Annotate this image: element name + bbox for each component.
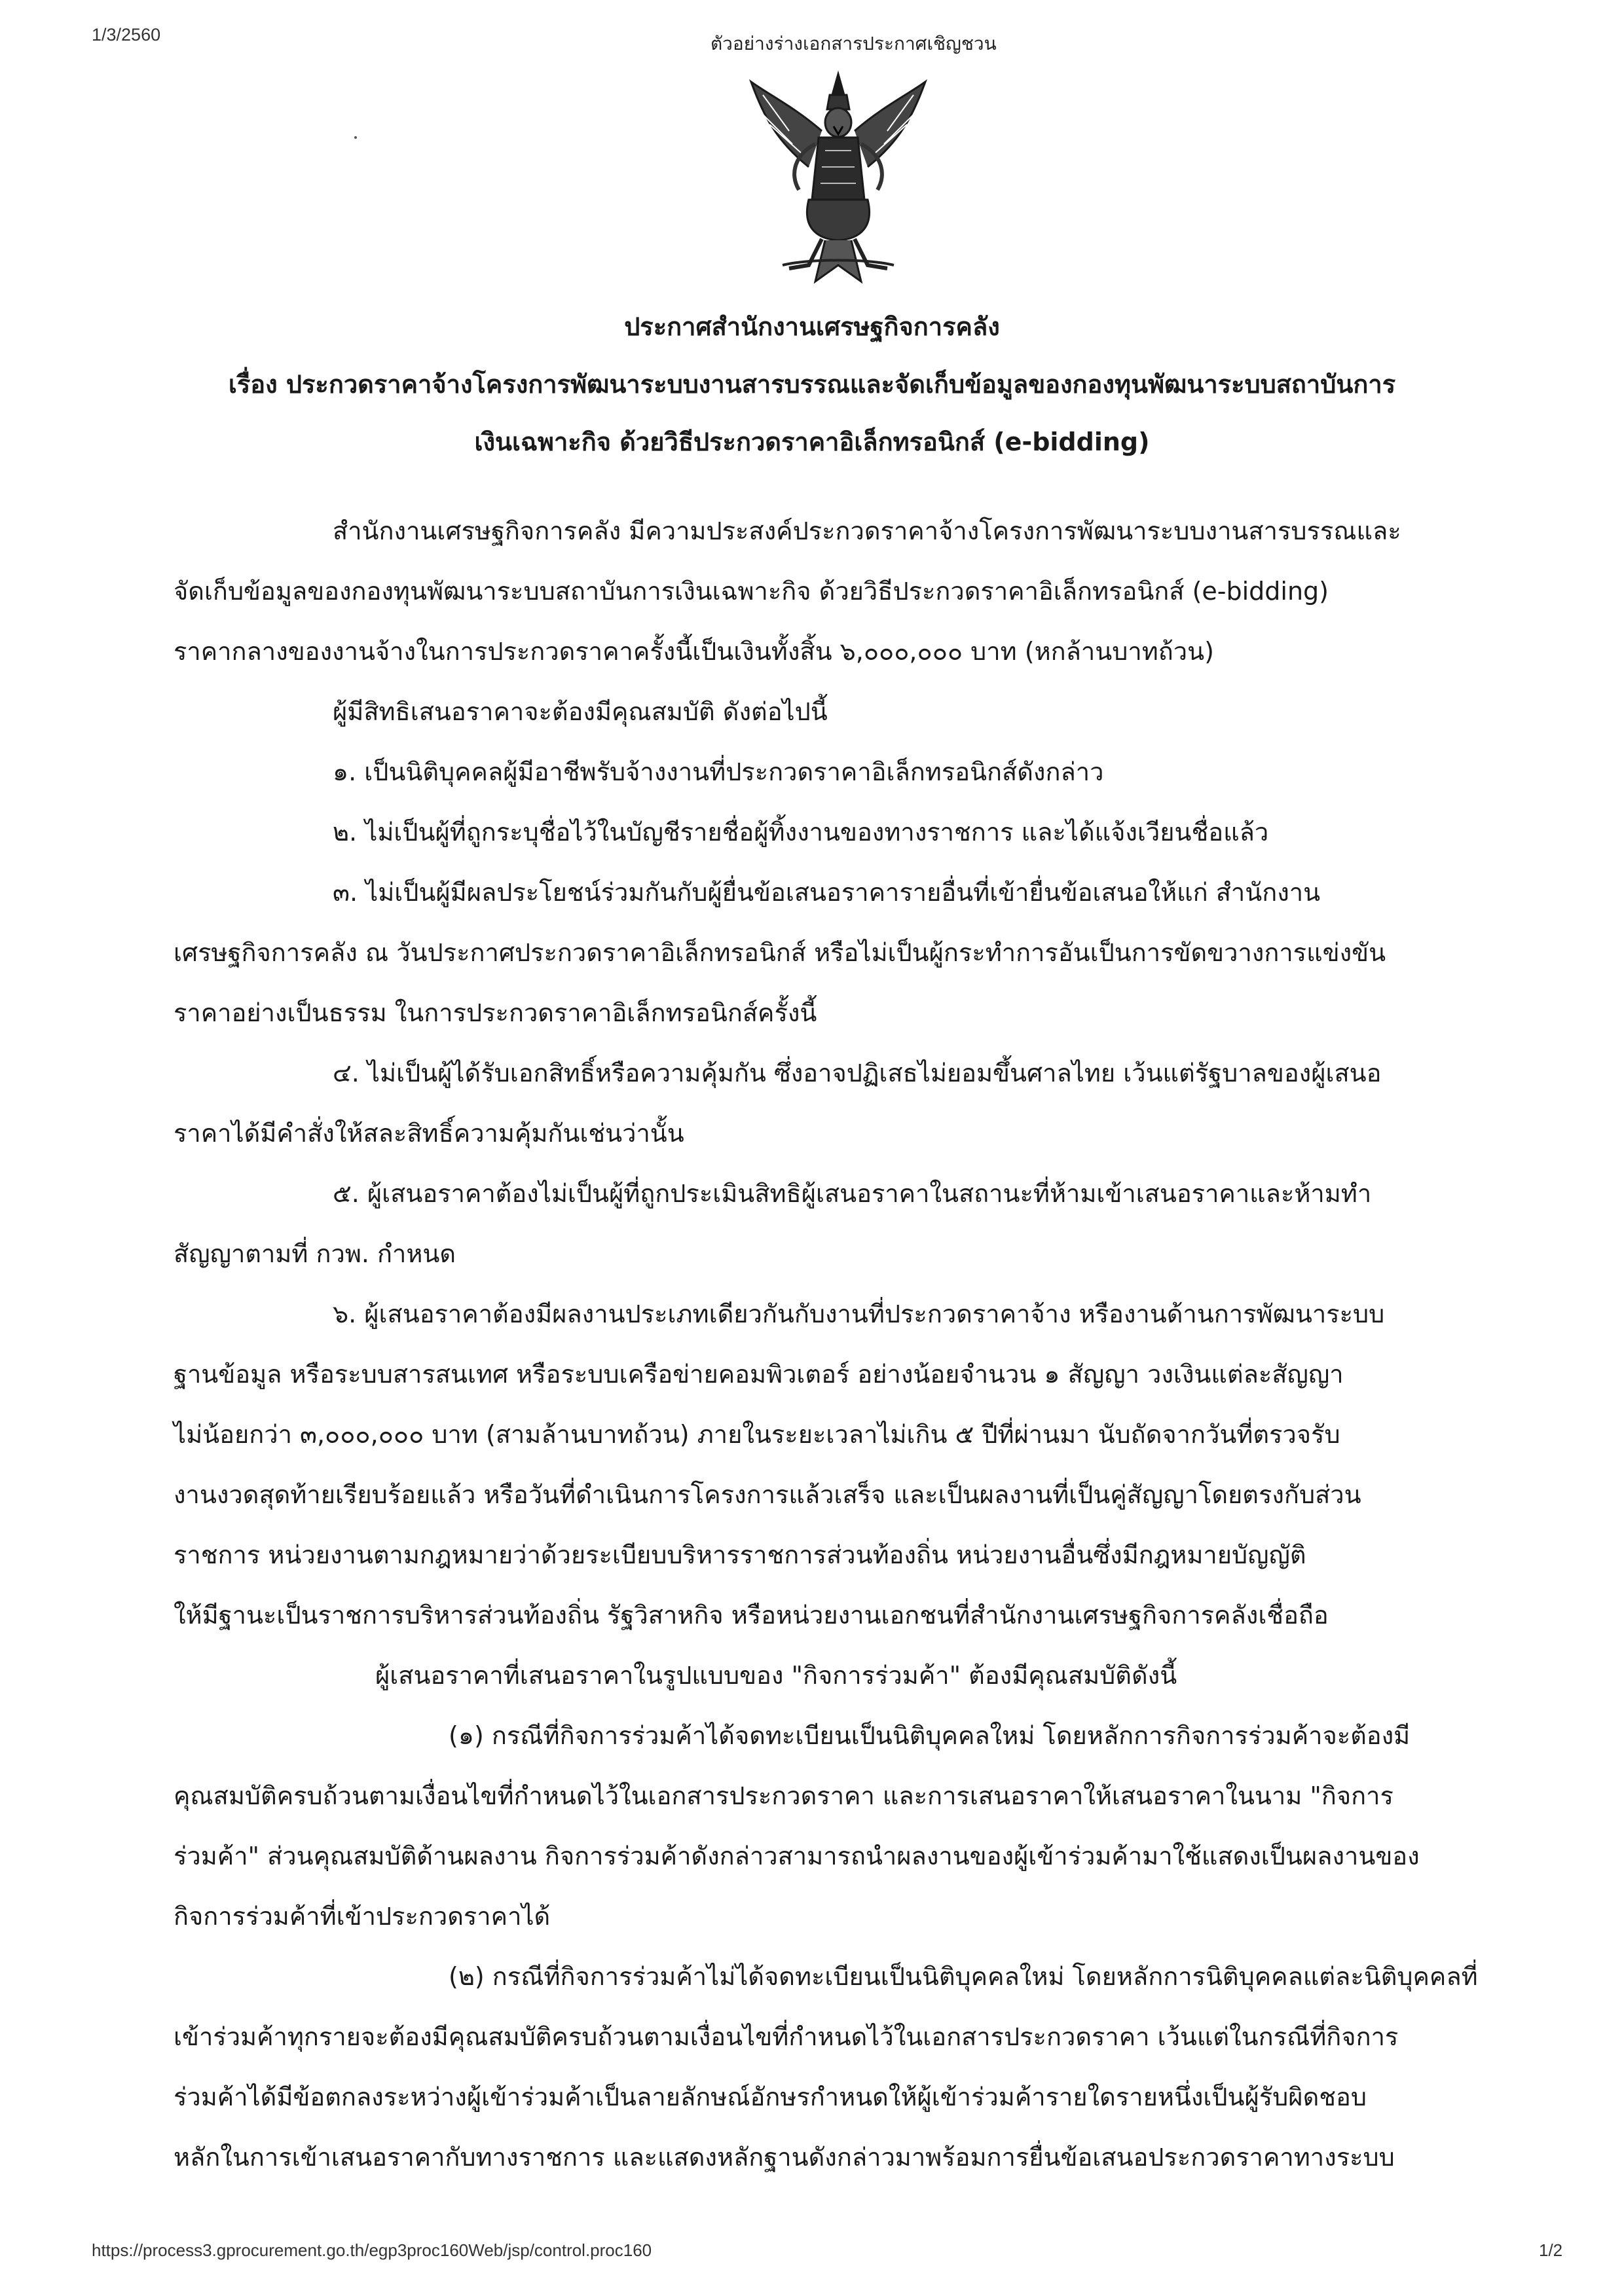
body-line: ราคากลางของงานจ้างในการประกวดราคาครั้งนี้เป็นเงินทั้งสิ้น ๖,๐๐๐,๐๐๐ บาท (หกล้านบาทถ้วน) xyxy=(174,637,1214,666)
body-line: งานงวดสุดท้ายเรียบร้อยแล้ว หรือวันที่ดำเนินการโครงการแล้วเสร็จ และเป็นผลงานที่เป็นคู่สัญญาโดยตรงกับส่วน xyxy=(174,1480,1361,1509)
body-line: กิจการร่วมค้าที่เข้าประกวดราคาได้ xyxy=(174,1902,551,1931)
body-line: เข้าร่วมค้าทุกรายจะต้องมีคุณสมบัติครบถ้วนตามเงื่อนไขที่กำหนดไว้ในเอกสารประกวดราคา เว้นแต่ในกรณีที่กิจการ xyxy=(174,2022,1399,2051)
body-line: ๕. ผู้เสนอราคาต้องไม่เป็นผู้ที่ถูกประเมินสิทธิผู้เสนอราคาในสถานะที่ห้ามเข้าเสนอราคาและห้ามทำ xyxy=(333,1179,1372,1208)
body-line: ไม่น้อยกว่า ๓,๐๐๐,๐๐๐ บาท (สามล้านบาทถ้วน) ภายในระยะเวลาไม่เกิน ๕ ปีที่ผ่านมา นับถัดจากวันที่ตรวจรับ xyxy=(174,1420,1340,1449)
body-line: หลักในการเข้าเสนอราคากับทางราชการ และแสดงหลักฐานดังกล่าวมาพร้อมการยื่นข้อเสนอประกวดราคาทางระบบ xyxy=(174,2143,1395,2172)
footer-url: https://process3.gprocurement.go.th/egp3proc160Web/jsp/control.proc160 xyxy=(92,2240,652,2260)
body-line: สำนักงานเศรษฐกิจการคลัง มีความประสงค์ประกวดราคาจ้างโครงการพัฒนาระบบงานสารบรรณและ xyxy=(333,517,1401,545)
body-line: สัญญาตามที่ กวพ. กำหนด xyxy=(174,1239,456,1268)
body-line: ๓. ไม่เป็นผู้มีผลประโยชน์ร่วมกันกับผู้ยื่นข้อเสนอราคารายอื่นที่เข้ายื่นข้อเสนอให้แก่ สำนักงาน xyxy=(333,878,1321,907)
body-line: ๒. ไม่เป็นผู้ที่ถูกระบุชื่อไว้ในบัญชีรายชื่อผู้ทิ้งงานของทางราชการ และได้แจ้งเวียนชื่อแล้ว xyxy=(333,818,1269,847)
body-line: ๑. เป็นนิติบุคคลผู้มีอาชีพรับจ้างงานที่ประกวดราคาอิเล็กทรอนิกส์ดังกล่าว xyxy=(333,757,1104,786)
body-line: จัดเก็บข้อมูลของกองทุนพัฒนาระบบสถาบันการเงินเฉพาะกิจ ด้วยวิธีประกวดราคาอิเล็กทรอนิกส์ (e-bidding) xyxy=(174,577,1329,606)
title-subject-line-2: เงินเฉพาะกิจ ด้วยวิธีประกวดราคาอิเล็กทรอนิกส์ (e-bidding) xyxy=(474,428,1150,456)
page-number: 1/2 xyxy=(1539,2240,1563,2260)
draft-label: ตัวอย่างร่างเอกสารประกาศเชิญชวน xyxy=(710,33,997,54)
garuda-emblem-icon xyxy=(743,69,933,285)
body-line: ๔. ไม่เป็นผู้ได้รับเอกสิทธิ์หรือความคุ้มกัน ซึ่งอาจปฏิเสธไม่ยอมขึ้นศาลไทย เว้นแต่รัฐบาลของผู้เสนอ xyxy=(333,1059,1382,1087)
body-line: ราชการ หน่วยงานตามกฎหมายว่าด้วยระเบียบบริหารราชการส่วนท้องถิ่น หน่วยงานอื่นซึ่งมีกฎหมายบัญญัติ xyxy=(174,1540,1306,1569)
body-line: ผู้เสนอราคาที่เสนอราคาในรูปแบบของ "กิจการร่วมค้า" ต้องมีคุณสมบัติดังนี้ xyxy=(375,1661,1177,1690)
body-line: คุณสมบัติครบถ้วนตามเงื่อนไขที่กำหนดไว้ในเอกสารประกวดราคา และการเสนอราคาให้เสนอราคาในนาม "กิจการ xyxy=(174,1781,1393,1810)
body-line: (๒) กรณีที่กิจการร่วมค้าไม่ได้จดทะเบียนเป็นนิติบุคคลใหม่ โดยหลักการนิติบุคคลแต่ละนิติบุคคลที่ xyxy=(449,1962,1478,1991)
body-line: ร่วมค้า" ส่วนคุณสมบัติด้านผลงาน กิจการร่วมค้าดังกล่าวสามารถนำผลงานของผู้เข้าร่วมค้ามาใช้แสดงเป็นผลงานของ xyxy=(174,1842,1420,1870)
title-issuer: ประกาศสำนักงานเศรษฐกิจการคลัง xyxy=(624,312,1000,341)
body-line: ฐานข้อมูล หรือระบบสารสนเทศ หรือระบบเครือข่ายคอมพิวเตอร์ อย่างน้อยจำนวน ๑ สัญญา วงเงินแต่ละสัญญา xyxy=(174,1360,1344,1389)
title-subject-line-1: เรื่อง ประกวดราคาจ้างโครงการพัฒนาระบบงานสารบรรณและจัดเก็บข้อมูลของกองทุนพัฒนาระบบสถาบันการ xyxy=(228,370,1396,399)
announcement-title xyxy=(131,298,1493,471)
print-date: 1/3/2560 xyxy=(92,25,161,45)
body-line: ๖. ผู้เสนอราคาต้องมีผลงานประเภทเดียวกันกับงานที่ประกวดราคาจ้าง หรืองานด้านการพัฒนาระบบ xyxy=(333,1300,1385,1328)
body-line: ราคาได้มีคำสั่งให้สละสิทธิ์ความคุ้มกันเช่นว่านั้น xyxy=(174,1119,684,1148)
scan-speck xyxy=(354,136,357,139)
announcement-body xyxy=(174,501,1478,2187)
body-line: ร่วมค้าได้มีข้อตกลงระหว่างผู้เข้าร่วมค้าเป็นลายลักษณ์อักษรกำหนดให้ผู้เข้าร่วมค้ารายใดรายหนึ่งเป็นผู้รับผิดชอบ xyxy=(174,2083,1367,2111)
body-line: ให้มีฐานะเป็นราชการบริหารส่วนท้องถิ่น รัฐวิสาหกิจ หรือหน่วยงานเอกชนที่สำนักงานเศรษฐกิจการคลังเชื่อถือ xyxy=(174,1601,1329,1630)
body-line: ราคาอย่างเป็นธรรม ในการประกวดราคาอิเล็กทรอนิกส์ครั้งนี้ xyxy=(174,998,817,1027)
body-line: (๑) กรณีที่กิจการร่วมค้าได้จดทะเบียนเป็นนิติบุคคลใหม่ โดยหลักการกิจการร่วมค้าจะต้องมี xyxy=(449,1721,1411,1750)
body-line: เศรษฐกิจการคลัง ณ วันประกาศประกวดราคาอิเล็กทรอนิกส์ หรือไม่เป็นผู้กระทำการอันเป็นการขัดขวางการแข่งขัน xyxy=(174,938,1386,967)
body-line: ผู้มีสิทธิเสนอราคาจะต้องมีคุณสมบัติ ดังต่อไปนี้ xyxy=(333,697,828,726)
